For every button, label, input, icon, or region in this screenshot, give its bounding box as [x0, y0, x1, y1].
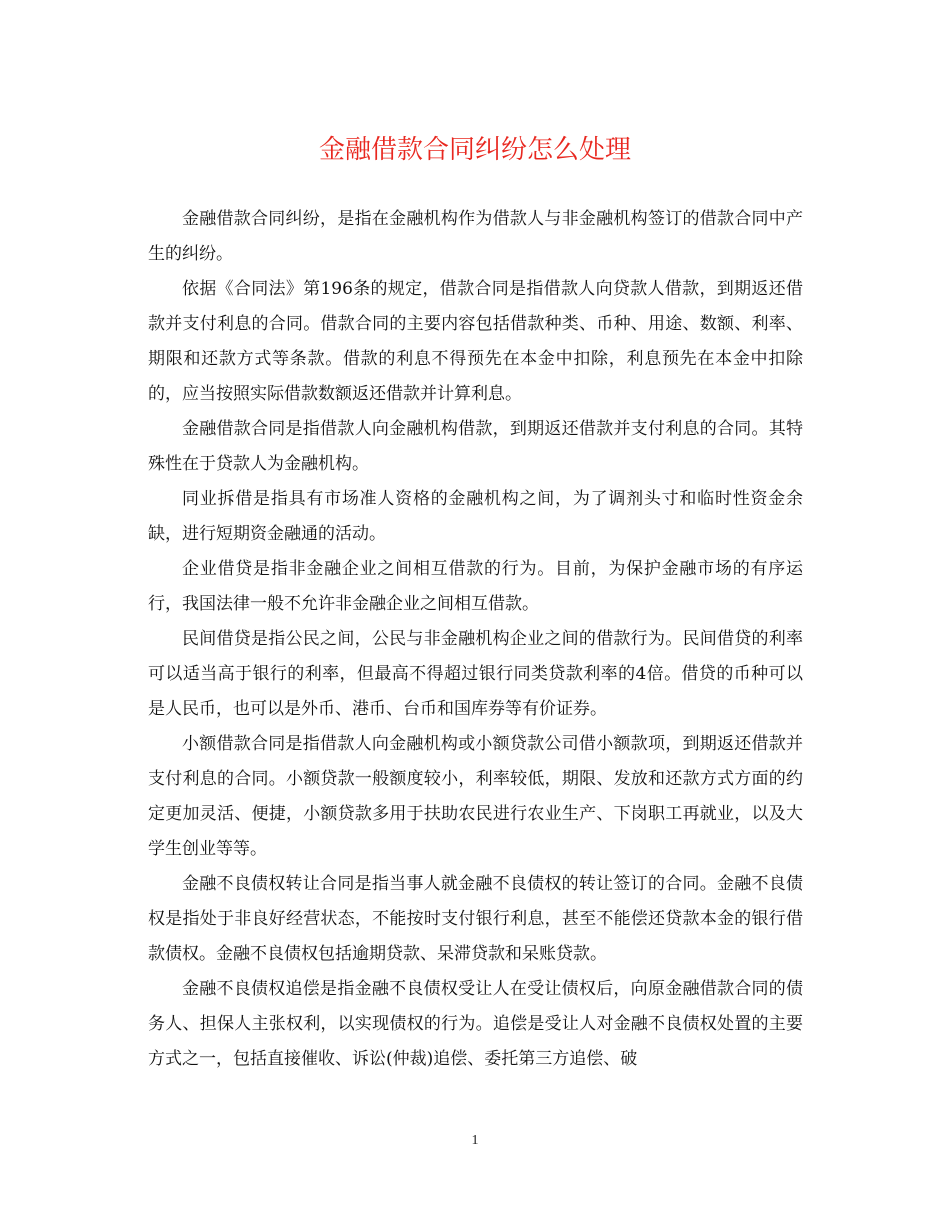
paragraph: 依据《合同法》第196条的规定，借款合同是指借款人向贷款人借款，到期返还借款并支付利息的合同。借款合同的主要内容包括借款种类、币种、用途、数额、利率、期限和还款方式等条款。借款的利息不得预先在本金中扣除，利息预先在本金中扣除的，应当按照实际借款数额返还借款并计算利息。	[148, 279, 803, 404]
paragraph: 金融借款合同是指借款人向金融机构借款，到期返还借款并支付利息的合同。其特殊性在于贷款人为金融机构。	[148, 419, 803, 474]
paragraph: 金融不良债权转让合同是指当事人就金融不良债权的转让签订的合同。金融不良债权是指处于非良好经营状态，不能按时支付银行利息，甚至不能偿还贷款本金的银行借款债权。金融不良债权包括逾期贷款、呆滞贷款和呆账贷款。	[148, 874, 803, 964]
paragraph: 同业拆借是指具有市场准人资格的金融机构之间，为了调剂头寸和临时性资金余缺，进行短期资金融通的活动。	[148, 489, 803, 544]
paragraph: 民间借贷是指公民之间，公民与非金融机构企业之间的借款行为。民间借贷的利率可以适当高于银行的利率，但最高不得超过银行同类贷款利率的4倍。借贷的币种可以是人民币，也可以是外币、港币、台币和国库券等有价证券。	[148, 629, 803, 719]
paragraph: 小额借款合同是指借款人向金融机构或小额贷款公司借小额款项，到期返还借款并支付利息的合同。小额贷款一般额度较小，利率较低，期限、发放和还款方式方面的约定更加灵活、便捷，小额贷款多用于扶助农民进行农业生产、下岗职工再就业，以及大学生创业等等。	[148, 734, 803, 859]
document-body	[148, 202, 803, 1077]
paragraph: 金融借款合同纠纷，是指在金融机构作为借款人与非金融机构签订的借款合同中产生的纠纷。	[148, 209, 803, 264]
paragraph: 金融不良债权追偿是指金融不良债权受让人在受让债权后，向原金融借款合同的债务人、担保人主张权利，以实现债权的行为。追偿是受让人对金融不良债权处置的主要方式之一，包括直接催收、诉讼(仲裁)追偿、委托第三方追偿、破	[148, 979, 803, 1069]
document-title: 金融借款合同纠纷怎么处理	[318, 135, 631, 165]
page-number: 1	[471, 1133, 479, 1148]
paragraph: 企业借贷是指非金融企业之间相互借款的行为。目前，为保护金融市场的有序运行，我国法律一般不允许非金融企业之间相互借款。	[148, 559, 803, 614]
